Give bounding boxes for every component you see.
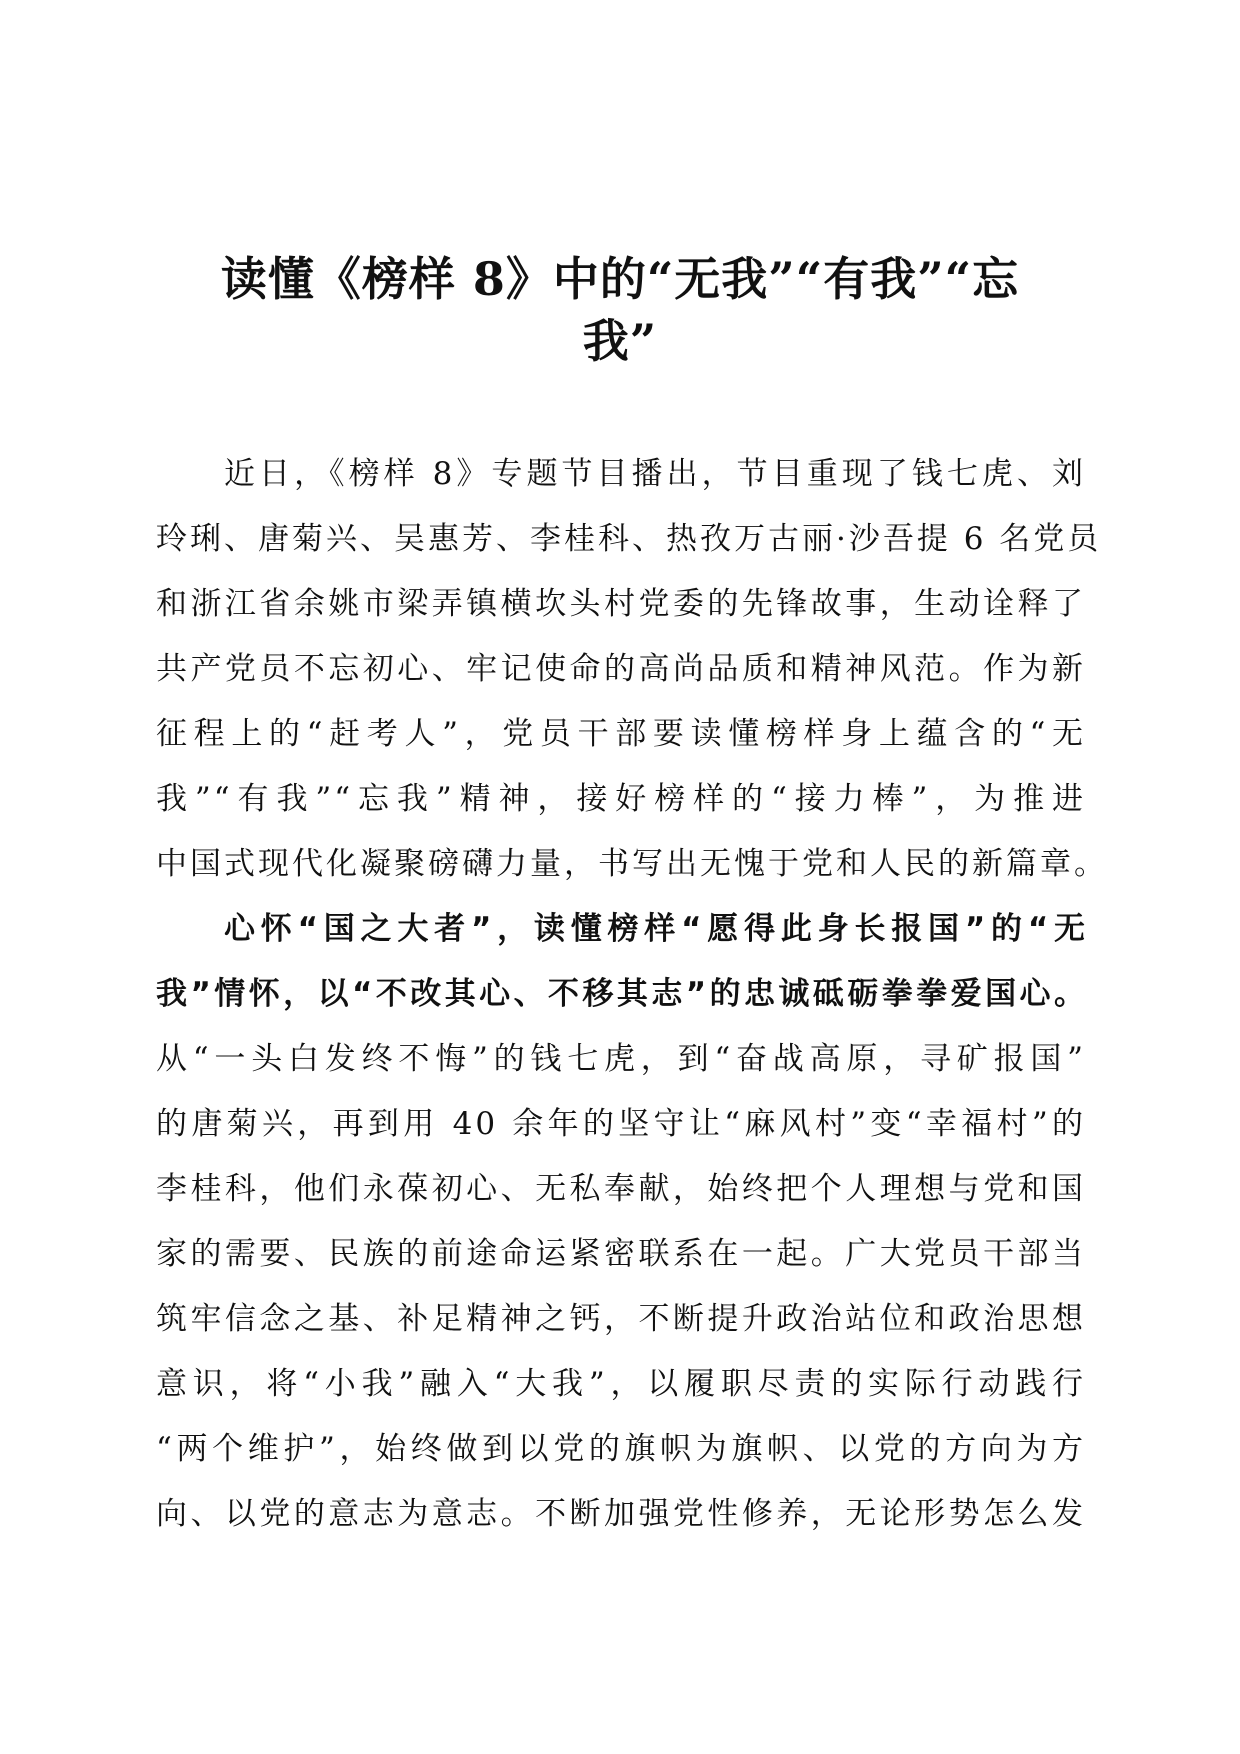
- paragraph-section-one: [156, 897, 1086, 1547]
- paragraph-line: 征程上的“赶考人”，党员干部要读懂榜样身上蕴含的“无: [156, 716, 1086, 752]
- paragraph-line: 玲琍、唐菊兴、吴惠芳、李桂科、热孜万古丽·沙吾提 6 名党员: [156, 521, 1102, 557]
- paragraph-line: 和浙江省余姚市梁弄镇横坎头村党委的先锋故事，生动诠释了: [156, 586, 1086, 622]
- paragraph-line: “两个维护”，始终做到以党的旗帜为旗帜、以党的方向为方: [156, 1431, 1086, 1467]
- paragraph-line: 意识，将“小我”融入“大我”，以履职尽责的实际行动践行: [156, 1366, 1086, 1402]
- paragraph-intro: [156, 442, 1108, 897]
- section-heading-line: 心怀“国之大者”，读懂榜样“愿得此身长报国”的“无: [224, 911, 1086, 947]
- paragraph-line: 中国式现代化凝聚磅礴力量，书写出无愧于党和人民的新篇章。: [156, 846, 1108, 882]
- document-body: [156, 442, 1108, 1547]
- paragraph-line: 李桂科，他们永葆初心、无私奉献，始终把个人理想与党和国: [156, 1171, 1086, 1207]
- document-title: [150, 248, 1090, 372]
- paragraph-line: 从“一头白发终不悔”的钱七虎，到“奋战高原，寻矿报国”: [156, 1041, 1086, 1077]
- paragraph-line: 近日，《榜样 8》专题节目播出，节目重现了钱七虎、刘: [224, 456, 1086, 492]
- paragraph-line: 我”“有我”“忘我”精神，接好榜样的“接力棒”，为推进: [156, 781, 1086, 817]
- title-line: 我”: [582, 314, 658, 368]
- paragraph-line: 的唐菊兴，再到用 40 余年的坚守让“麻风村”变“幸福村”的: [156, 1106, 1086, 1142]
- title-line: 读懂《榜样 8》中的“无我”“有我”“忘: [220, 252, 1020, 306]
- paragraph-line: 共产党员不忘初心、牢记使命的高尚品质和精神风范。作为新: [156, 651, 1086, 687]
- paragraph-line: 向、以党的意志为意志。不断加强党性修养，无论形势怎么发: [156, 1496, 1086, 1532]
- paragraph-line: 家的需要、民族的前途命运紧密联系在一起。广大党员干部当: [156, 1236, 1086, 1272]
- section-heading-line: 我”情怀，以“不改其心、不移其志”的忠诚砥砺拳拳爱国心。: [156, 976, 1086, 1012]
- paragraph-line: 筑牢信念之基、补足精神之钙，不断提升政治站位和政治思想: [156, 1301, 1086, 1337]
